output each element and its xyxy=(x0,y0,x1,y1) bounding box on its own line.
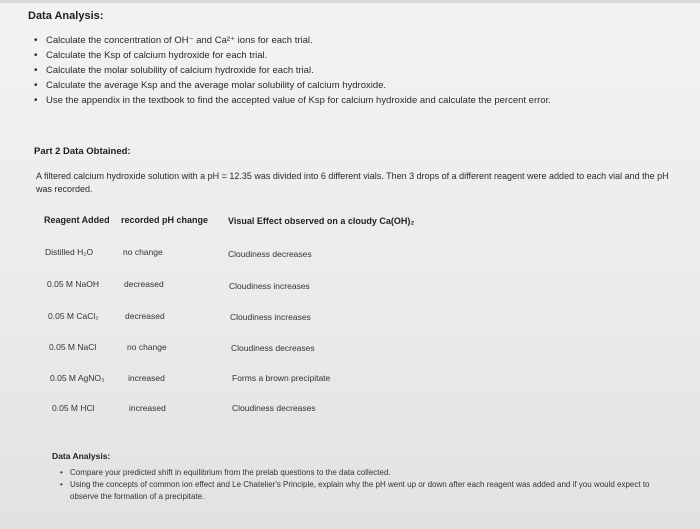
bullet-icon: • xyxy=(34,35,38,46)
bullet-icon: • xyxy=(34,95,38,106)
table-cell-effect: Cloudiness decreases xyxy=(231,343,315,353)
list-item: • Calculate the concentration of OH⁻ and Ca²⁺ ions for each trial. xyxy=(34,35,313,46)
table-cell-effect: Cloudiness decreases xyxy=(228,249,312,259)
bullet-icon: • xyxy=(60,468,63,477)
list-item: • Calculate the Ksp of calcium hydroxide for each trial. xyxy=(34,50,268,61)
top-border xyxy=(0,0,700,3)
analysis-question-list xyxy=(60,467,680,503)
table-cell-effect: Cloudiness increases xyxy=(230,312,311,322)
table-cell-reagent: 0.05 M HCl xyxy=(52,403,95,413)
list-item: • Calculate the molar solubility of calcium hydroxide for each trial. xyxy=(34,65,314,76)
header-ph-change: recorded pH change xyxy=(121,215,209,225)
list-item: • Using the concepts of common ion effect and Le Chatelier's Principle, explain why the pH went up or down after each reagent was added and if you would expect to observe the formation of a precipitate. xyxy=(60,480,650,501)
table-cell-ph: decreased xyxy=(124,279,164,289)
table-cell-ph: no change xyxy=(127,342,167,352)
table-cell-effect: Cloudiness decreases xyxy=(232,403,316,413)
table-cell-effect: Cloudiness increases xyxy=(229,281,310,291)
table-cell-ph: increased xyxy=(128,373,165,383)
part2-description: A filtered calcium hydroxide solution with a pH = 12.35 was divided into 6 different vials. Then 3 drops of a different reagent were added to each vial and the pH was recorded. xyxy=(36,171,669,194)
bullet-icon: • xyxy=(34,80,38,91)
header-reagent: Reagent Added xyxy=(44,215,110,225)
task-list xyxy=(34,33,551,108)
bullet-icon: • xyxy=(34,50,38,61)
table-cell-ph: increased xyxy=(129,403,166,413)
table-cell-effect: Forms a brown precipitate xyxy=(232,373,331,383)
table-cell-reagent: 0.05 M CaCl₂ xyxy=(48,311,99,321)
bullet-icon: • xyxy=(34,65,38,76)
data-analysis-heading: Data Analysis: xyxy=(28,10,104,22)
table-cell-reagent: Distilled H₂O xyxy=(45,247,94,257)
part2-heading: Part 2 Data Obtained: xyxy=(34,146,131,157)
table-cell-reagent: 0.05 M AgNO₃ xyxy=(50,373,105,383)
bullet-icon: • xyxy=(60,480,63,489)
list-item: • Use the appendix in the textbook to find the accepted value of Ksp for calcium hydroxide and calculate the percent error. xyxy=(34,95,551,106)
list-item: • Calculate the average Ksp and the average molar solubility of calcium hydroxide. xyxy=(34,80,387,91)
table-cell-reagent: 0.05 M NaCl xyxy=(49,342,97,352)
header-visual-effect: Visual Effect observed on a cloudy Ca(OH)₂ xyxy=(228,216,415,226)
list-item: • Compare your predicted shift in equilibrium from the prelab questions to the data collected. xyxy=(60,468,391,477)
table-cell-reagent: 0.05 M NaOH xyxy=(47,279,99,289)
table-cell-ph: decreased xyxy=(125,311,165,321)
table-cell-ph: no change xyxy=(123,247,163,257)
data-analysis-2-heading: Data Analysis: xyxy=(52,451,111,461)
